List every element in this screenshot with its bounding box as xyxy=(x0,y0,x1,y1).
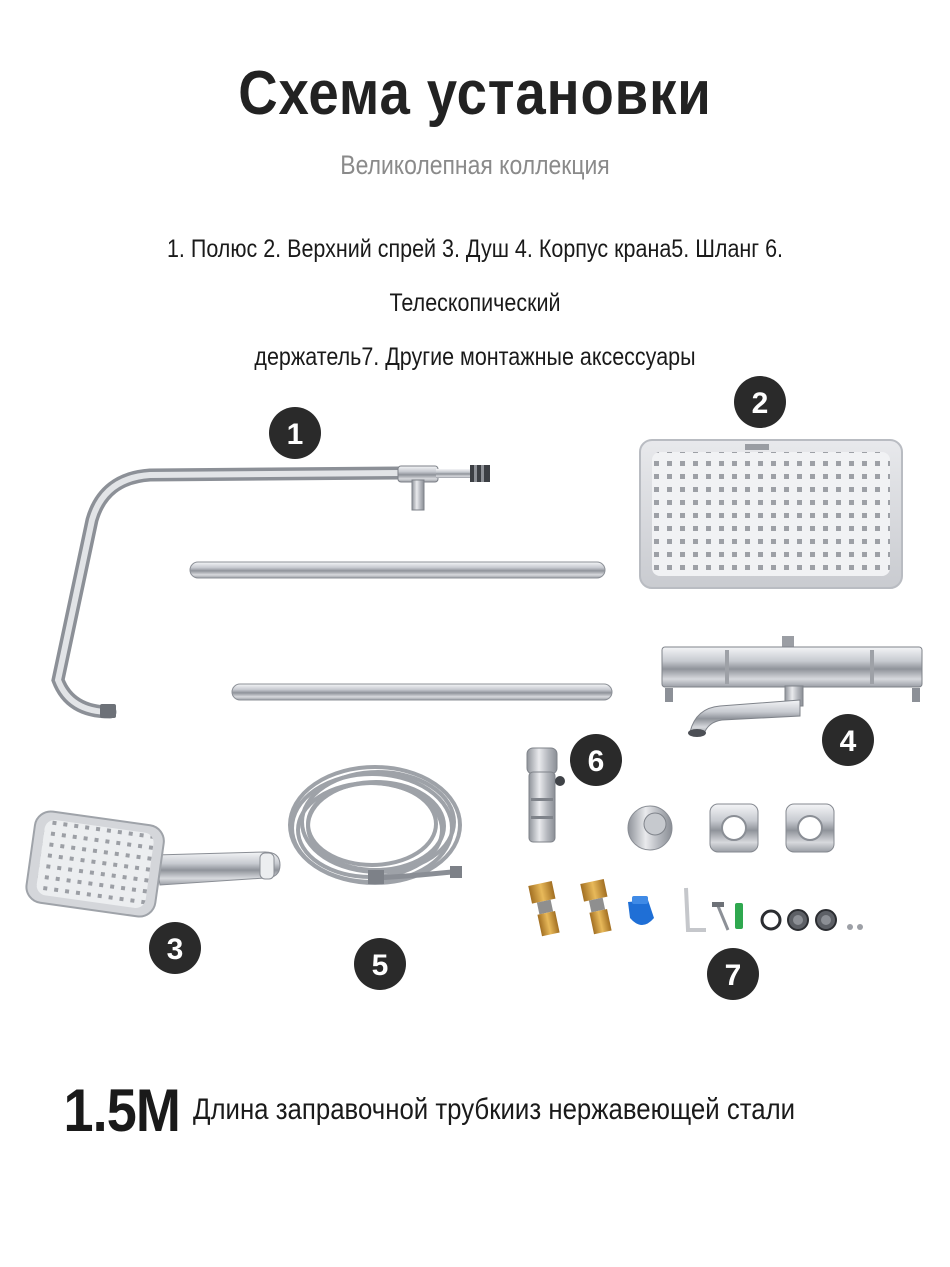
badge-4 xyxy=(822,714,874,766)
hose-icon xyxy=(290,767,462,884)
page-title: Схема установки xyxy=(238,59,712,128)
badge-1-label: 1 xyxy=(286,418,304,451)
accessories-icon xyxy=(528,804,863,937)
hose-length-value: 1.5M xyxy=(63,1076,181,1144)
badge-5 xyxy=(354,938,406,990)
badge-7 xyxy=(707,948,759,1000)
installation-diagram xyxy=(0,340,950,1040)
hand-shower-icon xyxy=(24,809,280,918)
badge-1 xyxy=(269,407,321,459)
badge-3-label: 3 xyxy=(166,933,184,966)
telescopic-holder-icon xyxy=(527,748,565,842)
badge-2 xyxy=(734,376,786,428)
faucet-body-icon xyxy=(662,636,922,737)
page-subtitle: Великолепная коллекция xyxy=(340,150,610,180)
parts-description-line-2: держатель7. Другие монтажные аксессуары xyxy=(254,343,696,371)
hose-length-caption: Длина заправочной трубкииз нержавеющей стали xyxy=(192,1093,795,1126)
badge-2-label: 2 xyxy=(751,387,769,420)
hose-length-info xyxy=(0,1070,950,1150)
pole-icon xyxy=(58,465,612,718)
badge-6 xyxy=(570,734,622,786)
badge-7-label: 7 xyxy=(724,959,742,992)
badge-3 xyxy=(149,922,201,974)
parts-description-line-1: 1. Полюс 2. Верхний спрей 3. Душ 4. Корпус крана5. Шланг 6. Телескопический xyxy=(166,235,784,317)
badge-6-label: 6 xyxy=(587,745,605,778)
badge-5-label: 5 xyxy=(371,949,389,982)
top-spray-icon xyxy=(640,440,902,588)
badge-4-label: 4 xyxy=(839,725,857,758)
